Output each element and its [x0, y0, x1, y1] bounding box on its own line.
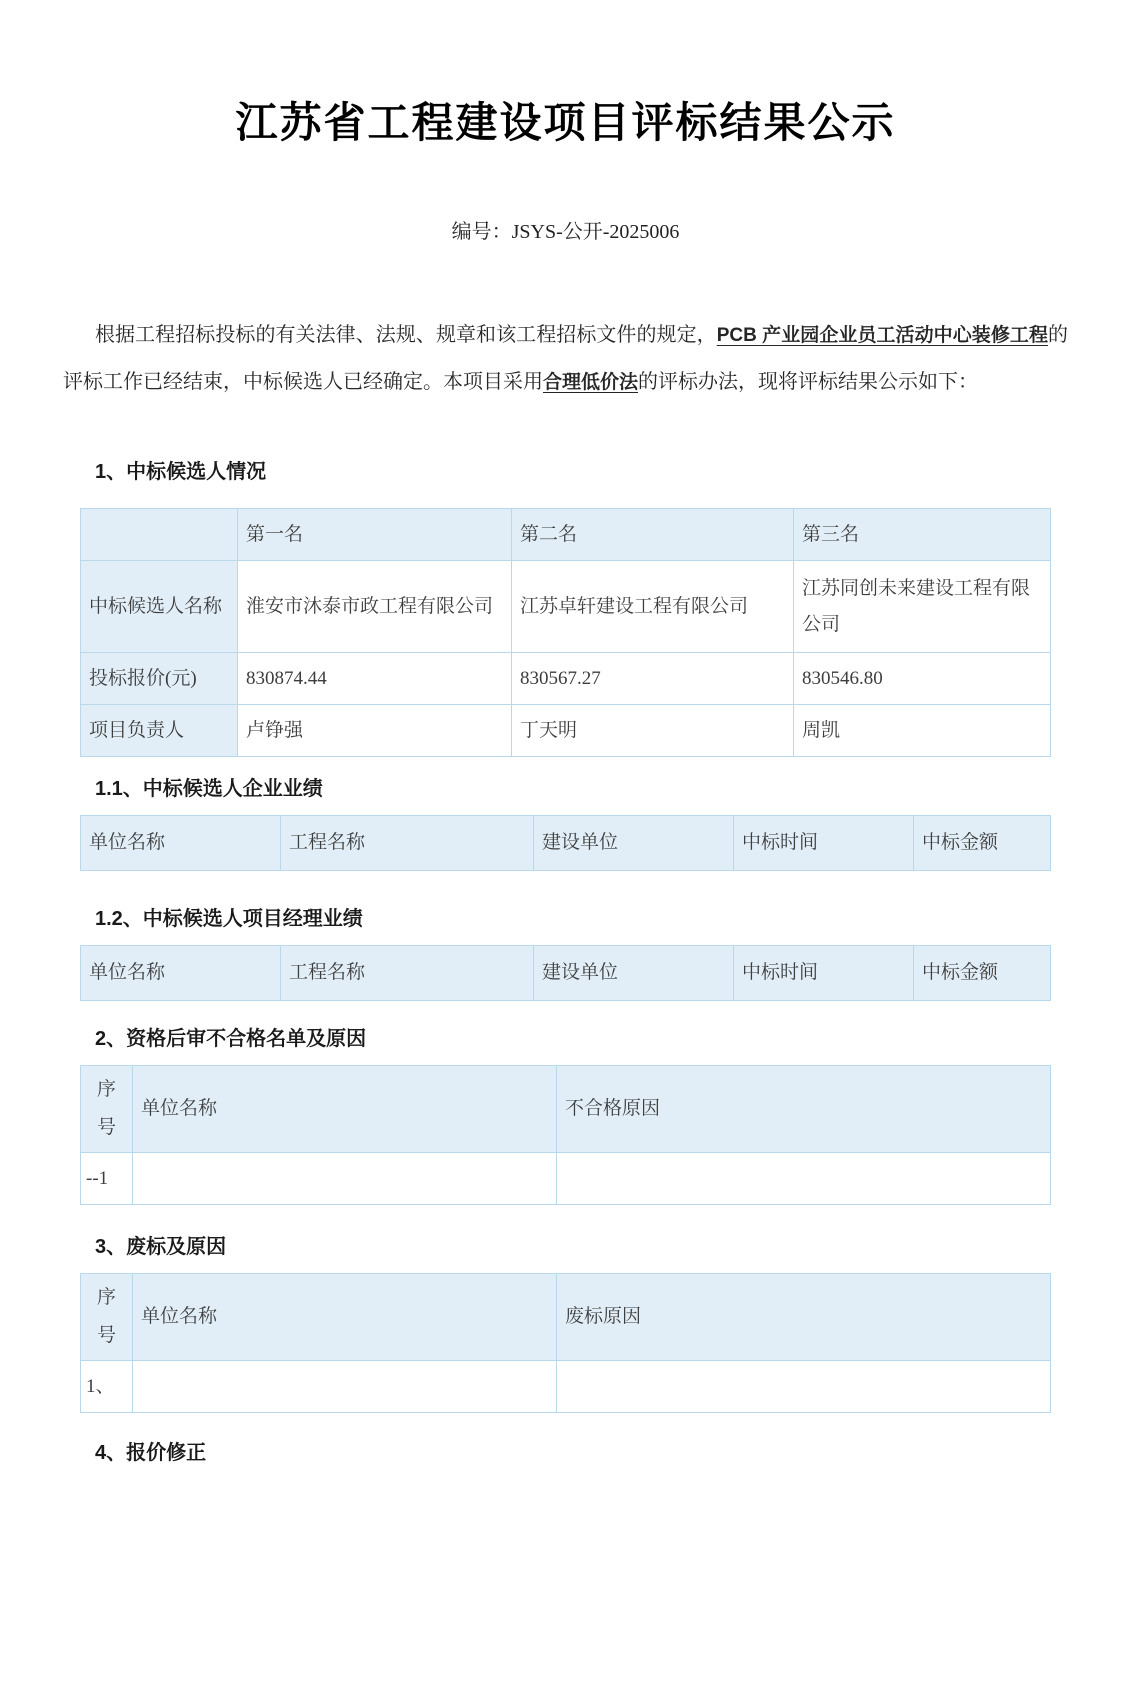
col-header-seq-no: 序号: [81, 1274, 133, 1361]
project-manager-1: 卢铮强: [238, 705, 512, 757]
col-header-award-time: 中标时间: [734, 946, 914, 1001]
project-name: PCB 产业园企业员工活动中心装修工程: [716, 325, 1048, 346]
col-header-seq-no: 序号: [81, 1066, 133, 1153]
col-header-award-amount: 中标金额: [914, 946, 1051, 1001]
section-1-2-heading: 1.2、中标候选人项目经理业绩: [95, 908, 363, 930]
candidates-rank1-header: 第一名: [238, 509, 512, 561]
rejected-reason-cell: [557, 1361, 1051, 1413]
intro-tail: 的评标办法，现将评标结果公示如下：: [638, 371, 979, 393]
company-performance-header-row: [81, 816, 1051, 871]
col-header-project-name: 工程名称: [281, 816, 534, 871]
rejected-table: [80, 1273, 1051, 1413]
col-header-disqualify-reason: 不合格原因: [557, 1066, 1051, 1153]
intro-paragraph: [63, 312, 1068, 406]
candidates-corner-cell: [81, 509, 238, 561]
candidates-price-row: [81, 653, 1051, 705]
section-4-heading: 4、报价修正: [95, 1442, 207, 1464]
disqualified-data-row: [81, 1153, 1051, 1205]
evaluation-method: 合理低价法: [543, 372, 639, 393]
col-header-award-time: 中标时间: [734, 816, 914, 871]
candidate-name-1: 淮安市沐泰市政工程有限公司: [238, 561, 512, 653]
col-header-unit-name: 单位名称: [133, 1274, 557, 1361]
section-1-1-heading: 1.1、中标候选人企业业绩: [95, 778, 323, 800]
candidates-rank3-header: 第三名: [794, 509, 1051, 561]
col-header-award-amount: 中标金额: [914, 816, 1051, 871]
project-manager-2: 丁天明: [512, 705, 794, 757]
col-header-reject-reason: 废标原因: [557, 1274, 1051, 1361]
page-title: 江苏省工程建设项目评标结果公示: [235, 101, 896, 147]
company-performance-table: [80, 815, 1051, 871]
col-header-construction-unit: 建设单位: [534, 946, 734, 1001]
section-2-heading: 2、资格后审不合格名单及原因: [95, 1028, 367, 1050]
col-header-unit-name: 单位名称: [81, 946, 281, 1001]
candidate-name-3: 江苏同创未来建设工程有限公司: [794, 561, 1051, 653]
rejected-unit-cell: [133, 1361, 557, 1413]
candidate-name-2: 江苏卓轩建设工程有限公司: [512, 561, 794, 653]
candidates-name-row: [81, 561, 1051, 653]
manager-performance-header-row: [81, 946, 1051, 1001]
bid-price-2: 830567.27: [512, 653, 794, 705]
col-header-construction-unit: 建设单位: [534, 816, 734, 871]
rejected-data-row: [81, 1361, 1051, 1413]
section-3-heading: 3、废标及原因: [95, 1236, 227, 1258]
disqualified-seq-cell: --1: [81, 1153, 133, 1205]
col-header-project-name: 工程名称: [281, 946, 534, 1001]
row-label-candidate-name: 中标候选人名称: [81, 561, 238, 653]
intro-middle: 的评标工作已经结束，中标候选人已经确定。本项目采用: [63, 324, 1068, 393]
disqualified-header-row: [81, 1066, 1051, 1153]
col-header-unit-name: 单位名称: [81, 816, 281, 871]
candidates-manager-row: [81, 705, 1051, 757]
document-page: [0, 95, 1131, 1465]
doc-number: 编号：JSYS-公开-2025006: [451, 221, 680, 243]
bid-price-1: 830874.44: [238, 653, 512, 705]
bid-price-3: 830546.80: [794, 653, 1051, 705]
disqualified-table: [80, 1065, 1051, 1205]
project-manager-3: 周凯: [794, 705, 1051, 757]
candidates-header-row: [81, 509, 1051, 561]
disqualified-reason-cell: [557, 1153, 1051, 1205]
intro-lead: 根据工程招标投标的有关法律、法规、规章和该工程招标文件的规定，: [95, 324, 717, 346]
row-label-project-manager: 项目负责人: [81, 705, 238, 757]
col-header-unit-name: 单位名称: [133, 1066, 557, 1153]
disqualified-unit-cell: [133, 1153, 557, 1205]
rejected-header-row: [81, 1274, 1051, 1361]
row-label-bid-price: 投标报价(元): [81, 653, 238, 705]
candidates-rank2-header: 第二名: [512, 509, 794, 561]
rejected-seq-cell: 1、: [81, 1361, 133, 1413]
manager-performance-table: [80, 945, 1051, 1001]
candidates-table: [80, 508, 1051, 757]
section-1-heading: 1、中标候选人情况: [95, 461, 267, 483]
